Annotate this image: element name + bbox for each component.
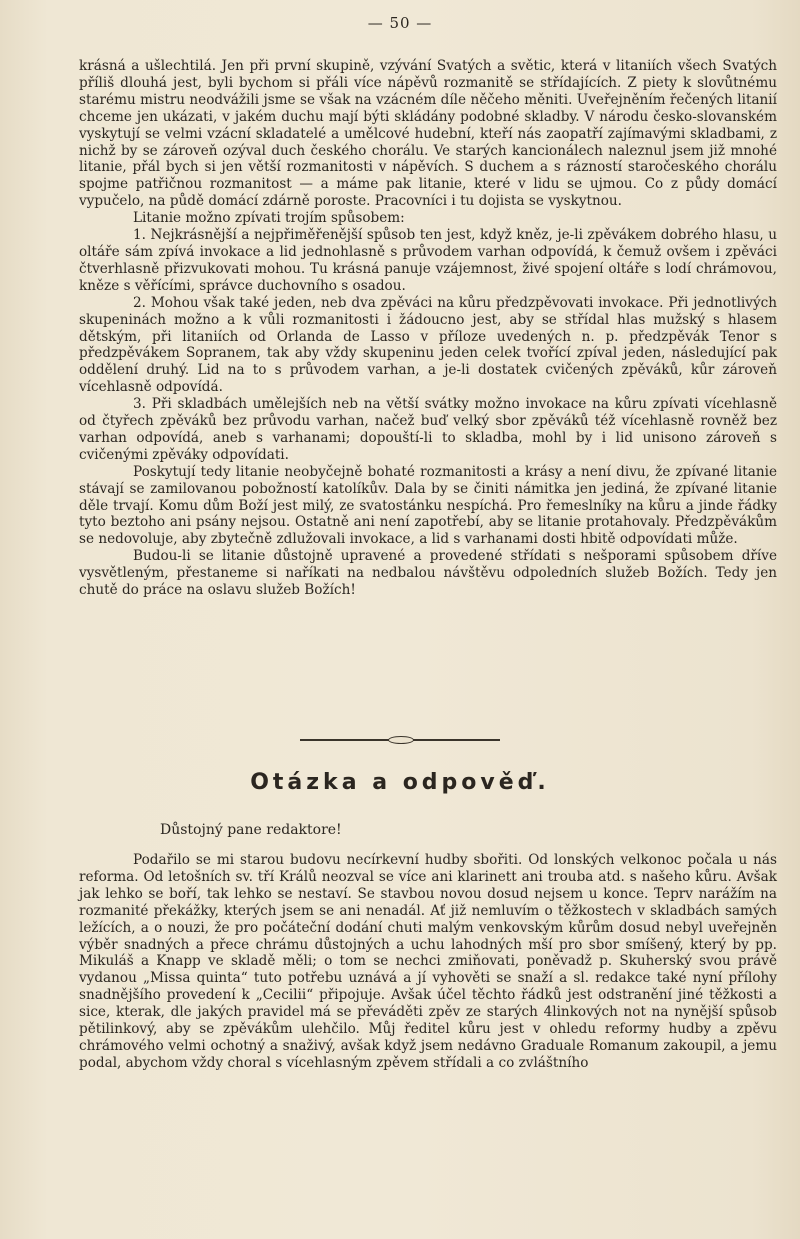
ornamental-divider bbox=[300, 735, 500, 745]
paragraph: krásná a ušlechtilá. Jen při první skupině, vzývání Svatých a světic, která v litaniích všech Svatých příliš dlouhá jest, byli bychom si přáli více nápěvů rozmanitě se střídajících. Z piety k slovůtnému starému mistru neodvážili jsme se však na vzácném díle něčeho měniti. Uveřejněním řečených litanií chceme jen ukázati, v jakém duchu mají býti skládány podobné skladby. V národu česko-slovanském vyskytují se velmi vzácní skladatelé a umělcové hudební, kteří nás zaopatří zajímavými skladbami, z nichž by se zároveň ozýval duch českého chorálu. Ve starých kancionálech naleznul jsem již mnohé litanie, přál bych si jen větší rozmanitosti v nápěvích. S duchem a s rázností staročeského chorálu spojme patřičnou rozmanitost — a máme pak litanie, které v lidu se ujmou. Co z půdy domácí vypučelo, na půdě domácí zdárně poroste. Pracovníci i tu dojista se vyskytnou. bbox=[79, 58, 777, 210]
page-number: — 50 — bbox=[367, 14, 433, 32]
article-otazka bbox=[79, 852, 777, 1072]
salutation: Důstojný pane redaktore! bbox=[160, 822, 342, 838]
paragraph: Litanie možno zpívati trojím spůsobem: bbox=[133, 210, 405, 227]
article-litanie bbox=[79, 58, 777, 599]
paragraph: 1. Nejkrásnější a nejpřiměřenější spůsob ten jest, když kněz, je-li zpěvákem dobrého hlasu, u oltáře sám zpívá invokace a lid jednohlasně s průvodem varhan odpovídá, k čemuž ovšem i zpěváci čtverhlasně přizvukovati mohou. Tu krásná panuje vzájemnost, živé spojení oltáře s lodí chrámovou, kněze s věřícími, správce duchovního s osadou. bbox=[79, 227, 777, 294]
paragraph: Budou-li se litanie důstojně upravené a provedené střídati s nešporami spůsobem dříve vysvětleným, přestaneme si naříkati na nedbalou návštěvu odpoledních služeb Božích. Tedy jen chutě do práce na oslavu služeb Božích! bbox=[79, 548, 777, 599]
paragraph: 3. Při skladbách umělejších neb na větší svátky možno invokace na kůru zpívati vícehlasně od čtyřech zpěváků bez průvodu varhan, načež buď velký sbor zpěváků též vícehlasně rovněž bez varhan odpovídá, aneb s varhanami; dopouští-li to skladba, mohl by i lid unisono zároveň s cvičenými zpěváky odpovídati. bbox=[79, 396, 777, 463]
paragraph: Poskytují tedy litanie neobyčejně bohaté rozmanitosti a krásy a není divu, že zpívané litanie stávají se zamilovanou pobožností katolíkův. Dala by se činiti námitka jen jediná, že zpívané litanie děle trvají. Komu dům Boží jest milý, ze svatostánku nespíchá. Pro řemeslníky na kůru a jinde řádky tyto beztoho ani psány nejsou. Ostatně ani není zapotřebí, aby se litanie protahovaly. Předzpěvákům se nedovoluje, aby zbytečně zdlužovali invokace, a lid s varhanami dosti hbitě odpovídati může. bbox=[79, 463, 777, 548]
paragraph: Podařilo se mi starou budovu necírkevní hudby sbořiti. Od lonských velkonoc počala u nás reforma. Od letošních sv. tří Králů neozval se více ani klarinett ani trouba atd. s našeho kůru. Avšak jak lehko se boří, tak lehko se nestaví. Se stavbou novou dosud nejsem u konce. Teprv narážím na rozmanité překážky, kterých jsem se ani nenadál. Ať již nemluvím o těžkostech v skladbách samých ležících, a o nouzi, že pro počáteční dodání chuti malým venkovským kůrům dosud nebyl uveřejněn výběr snadných a přece chrámu důstojných a uchu lahodných mší pro sbor smíšený, který by pp. Mikuláš a Knapp ve skladě měli; o tom se nechci zmiňovati, poněvadž p. Skuherský svou právě vydanou „Missa quinta“ tuto potřebu uznává a jí vyhověti se snaží a sl. redakce také nyní přílohy snadnějšího provedení k „Cecilii“ připojuje. Avšak účel těchto řádků jest odstranění jiné těžkosti a sice, kterak, dle jakých pravidel má se převáděti zpěv ze starých 4linkových not na nynější spůsob pětilinkový, aby se zpěvákům ulehčilo. Můj ředitel kůru jest v ohledu reformy hudby a zpěvu chrámového velmi ochotný a snaživý, avšak když jsem nedávno Graduale Romanum zakoupil, a jemu podal, abychom vždy choral s vícehlasným zpěvem střídali a co zvláštního bbox=[79, 852, 777, 1071]
divider-ornament bbox=[388, 736, 414, 744]
paragraph: 2. Mohou však také jeden, neb dva zpěváci na kůru předzpěvovati invokace. Při jednotlivých skupeninách možno a k vůli rozmanitosti i žádoucno jest, aby se střídal hlas mužský s hlasem dětským, při litaniích od Orlanda de Lasso v příloze uvedených n. p. předzpěvák Tenor s předzpěvákem Sopranem, tak aby vždy skupeninu jeden celek tvořící zpíval jeden, následující pak oddělení druhý. Lid na to s průvodem varhan, a je-li dostatek cvičených zpěváků, kůr zároveň vícehlasně odpovídá. bbox=[79, 294, 777, 396]
section-title: Otázka a odpověď. bbox=[250, 770, 550, 795]
